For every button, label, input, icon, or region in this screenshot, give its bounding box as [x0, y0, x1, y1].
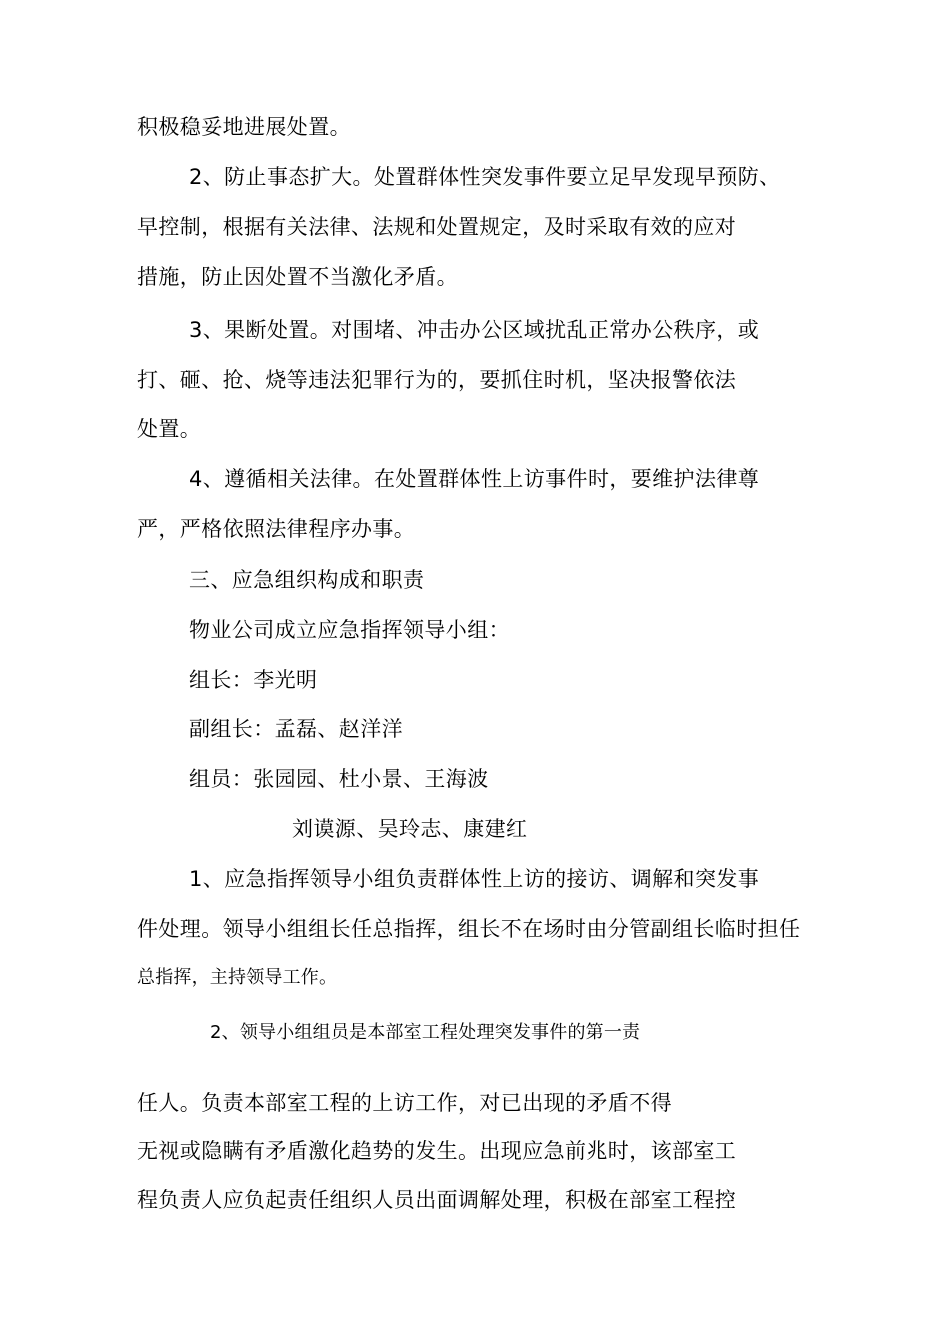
paragraph-line: 3、果断处置。对围堵、冲击办公区域扰乱正常办公秩序，或: [189, 318, 760, 342]
paragraph-line: 物业公司成立应急指挥领导小组：: [189, 618, 510, 642]
members-line-continued: 刘谟源、吴玲志、康建红: [292, 817, 528, 841]
paragraph-line: 1、应急指挥领导小组负责群体性上访的接访、调解和突发事: [189, 867, 760, 891]
paragraph-line: 早控制，根据有关法律、法规和处置规定，及时采取有效的应对: [137, 215, 737, 239]
paragraph-line: 任人。负责本部室工程的上访工作，对已出现的矛盾不得: [137, 1091, 672, 1115]
paragraph-line: 积极稳妥地进展处置。: [137, 115, 351, 139]
paragraph-line: 打、砸、抢、烧等违法犯罪行为的，要抓住时机，坚决报警依法: [137, 368, 737, 392]
deputy-leader-line: 副组长：孟磊、赵洋洋: [189, 717, 403, 741]
paragraph-line: 总指挥，主持领导工作。: [137, 967, 338, 988]
paragraph-line: 措施，防止因处置不当激化矛盾。: [137, 265, 458, 289]
paragraph-line: 程负责人应负起责任组织人员出面调解处理，积极在部室工程控: [137, 1188, 737, 1212]
paragraph-line: 无视或隐瞒有矛盾激化趋势的发生。出现应急前兆时，该部室工: [137, 1139, 737, 1163]
section-heading: 三、应急组织构成和职责: [189, 568, 425, 592]
paragraph-line: 2、防止事态扩大。处置群体性突发事件要立足早发现早预防、: [189, 165, 781, 189]
paragraph-line: 4、遵循相关法律。在处置群体性上访事件时，要维护法律尊: [189, 467, 760, 491]
members-line: 组员：张园园、杜小景、王海波: [189, 767, 489, 791]
paragraph-line: 件处理。领导小组组长任总指挥，组长不在场时由分管副组长临时担任: [137, 917, 801, 941]
paragraph-line: 2、领导小组组员是本部室工程处理突发事件的第一责: [210, 1022, 641, 1043]
paragraph-line: 处置。: [137, 417, 202, 441]
paragraph-line: 严，严格依照法律程序办事。: [137, 517, 416, 541]
team-leader-line: 组长：李光明: [189, 668, 318, 692]
